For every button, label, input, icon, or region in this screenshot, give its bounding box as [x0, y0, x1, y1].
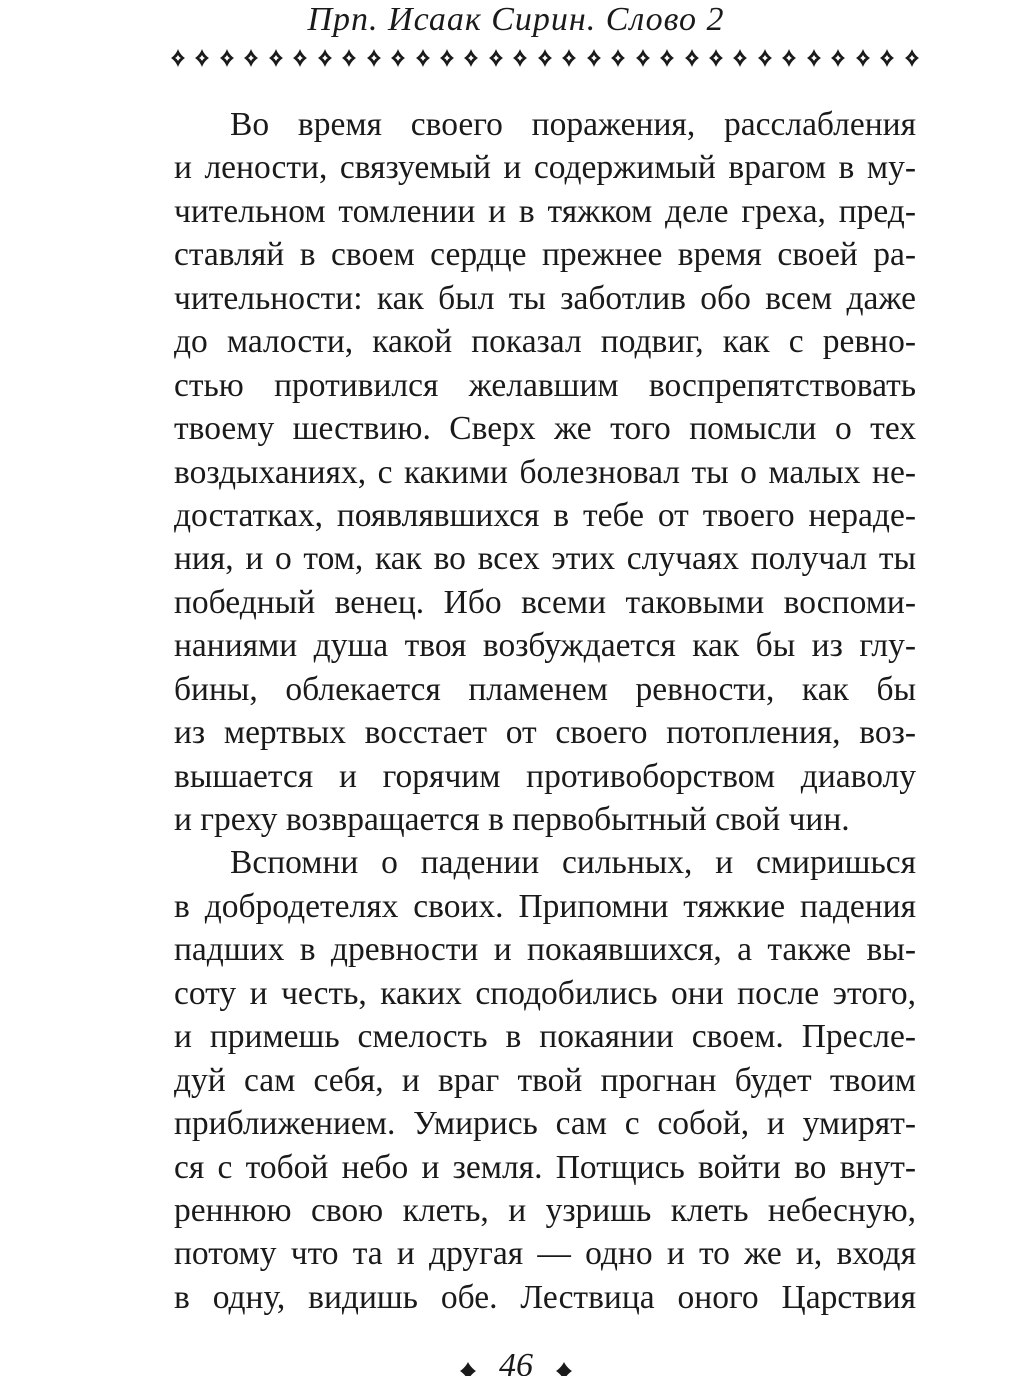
- fleuron-icon: [635, 48, 651, 68]
- text-line: реннюю свою клеть, и узришь клеть небесную,: [174, 1191, 916, 1229]
- fleuron-icon: [415, 48, 431, 68]
- text-line: соту и честь, каких сподобились они после этого,: [174, 974, 916, 1012]
- fleuron-icon: [366, 48, 382, 68]
- text-line: чительном томлении и в тяжком деле греха, пред-: [174, 192, 916, 230]
- fleuron-icon: [684, 48, 700, 68]
- body-text: [174, 103, 916, 1319]
- text-line: и лености, связуемый и содержимый врагом в му-: [174, 149, 916, 187]
- fleuron-icon: [879, 48, 895, 68]
- fleuron-icon: [243, 48, 259, 68]
- text-line: твоему шествию. Сверх же того помысли о тех: [174, 410, 916, 448]
- fleuron-icon: [757, 48, 773, 68]
- fleuron-icon: [219, 48, 235, 68]
- fleuron-icon: [904, 48, 920, 68]
- text-line: приближением. Умирись сам с собой, и умирят-: [174, 1105, 916, 1143]
- fleuron-icon: [586, 48, 602, 68]
- text-line: до малости, какой показал подвиг, как с ревно-: [174, 323, 916, 361]
- fleuron-icon: [732, 48, 748, 68]
- text-line: стью противился желавшим воспрепятствовать: [174, 366, 916, 404]
- text-line: наниями душа твоя возбуждается как бы из глу-: [174, 627, 916, 665]
- text-line: бины, облекается пламенем ревности, как бы: [174, 670, 916, 708]
- fleuron-icon: [855, 48, 871, 68]
- text-line: Вспомни о падении сильных, и смиришься: [230, 844, 916, 882]
- fleuron-icon: [806, 48, 822, 68]
- text-line: вышается и горячим противоборством диаволу: [174, 757, 916, 795]
- page-footer: [0, 1346, 1032, 1376]
- text-line: в одну, видишь обе. Лествица оного Царствия: [174, 1278, 916, 1316]
- fleuron-icon: [659, 48, 675, 68]
- fleuron-icon: [610, 48, 626, 68]
- page-number: 46: [499, 1347, 533, 1376]
- fleuron-icon: [317, 48, 333, 68]
- text-line: из мертвых восстает от своего потопления, воз-: [174, 714, 916, 752]
- fleuron-icon: [194, 48, 210, 68]
- text-line: Во время своего поражения, расслабления: [230, 106, 916, 143]
- text-line: воздыханиях, с какими болезновал ты о малых не-: [174, 453, 916, 491]
- text-line: в добродетелях своих. Припомни тяжкие падения: [174, 887, 916, 925]
- text-line: ставляй в своем сердце прежнее время своей ра-: [174, 236, 916, 274]
- text-line: падших в древности и покаявшихся, а также вы-: [174, 931, 916, 969]
- fleuron-icon: [561, 48, 577, 68]
- text-line: ся с тобой небо и земля. Потщись войти во внут-: [174, 1148, 916, 1186]
- text-line: чительности: как был ты заботлив обо всем даже: [174, 279, 916, 317]
- ornamental-rule: [170, 47, 920, 69]
- fleuron-icon: [463, 48, 479, 68]
- fleuron-icon: [268, 48, 284, 68]
- fleuron-icon: [170, 48, 186, 68]
- fleuron-icon: [439, 48, 455, 68]
- text-line: победный венец. Ибо всеми таковыми воспоми-: [174, 583, 916, 621]
- fleuron-icon: [781, 48, 797, 68]
- text-line: дуй сам себя, и враг твой прогнан будет твоим: [174, 1061, 916, 1099]
- text-line: потому что та и другая — одно и то же и, входя: [174, 1235, 916, 1273]
- fleuron-icon: [488, 48, 504, 68]
- fleuron-icon: [708, 48, 724, 68]
- running-head: Прп. Исаак Сирин. Слово 2: [307, 1, 725, 38]
- fleuron-icon: [830, 48, 846, 68]
- fleuron-icon: [341, 48, 357, 68]
- text-line: ния, и о том, как во всех этих случаях получал ты: [174, 540, 916, 578]
- fleuron-icon: [390, 48, 406, 68]
- fleuron-icon: [459, 1360, 477, 1376]
- fleuron-icon: [555, 1360, 573, 1376]
- fleuron-icon: [292, 48, 308, 68]
- text-line: и примешь смелость в покаянии своем. Пресле-: [174, 1018, 916, 1056]
- text-line: и греху возвращается в первобытный свой чин.: [174, 801, 850, 838]
- fleuron-icon: [537, 48, 553, 68]
- text-line: достатках, появлявшихся в тебе от твоего нераде-: [174, 496, 916, 534]
- fleuron-icon: [512, 48, 528, 68]
